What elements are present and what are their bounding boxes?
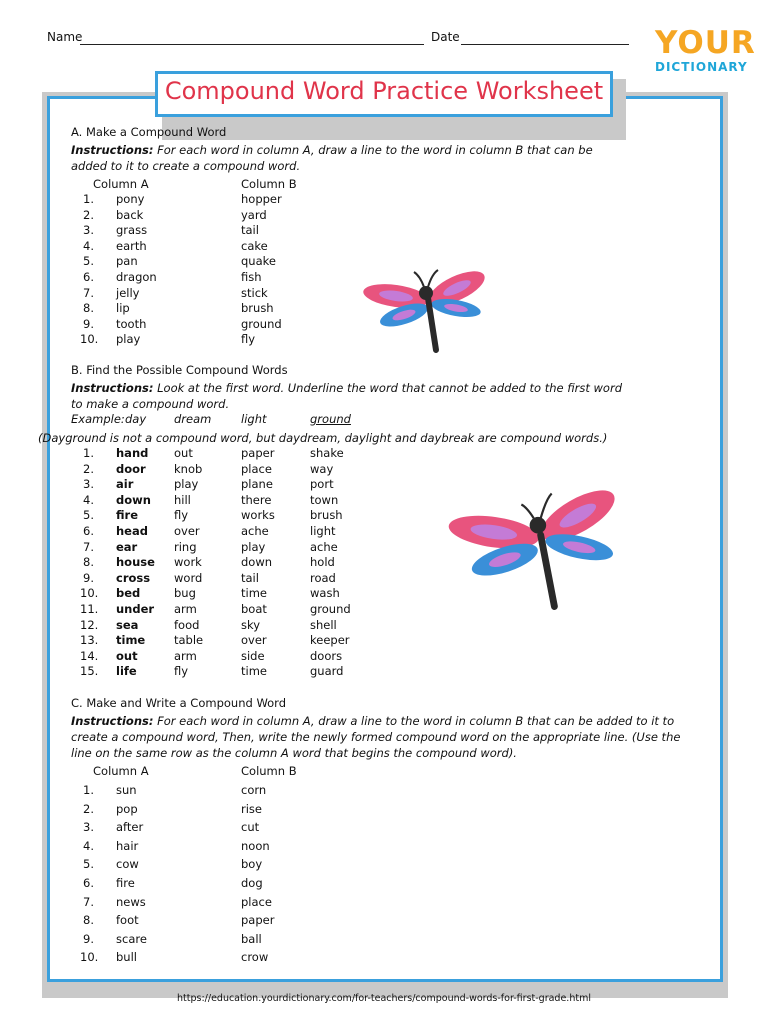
list-item: 6. fire dog — [83, 875, 263, 890]
list-item: 2. pop rise — [83, 801, 262, 816]
section-c-heading: C. Make and Write a Compound Word — [71, 696, 286, 710]
date-label: Date — [431, 30, 460, 44]
list-item: 14. out arm side doors — [80, 648, 343, 663]
list-item: 4. earth cake — [83, 238, 268, 253]
list-item: 4. down hill there town — [83, 492, 339, 507]
list-item: 11. under arm boat ground — [80, 601, 351, 616]
example-label: Example: — [71, 412, 125, 426]
section-c-column-b-header: Column B — [241, 764, 297, 778]
page-title: Compound Word Practice Worksheet — [164, 77, 604, 105]
list-item: 2. door knob place way — [83, 461, 334, 476]
example-word: dream — [174, 412, 212, 426]
section-b-heading: B. Find the Possible Compound Words — [71, 363, 288, 377]
list-item: 7. ear ring play ache — [83, 539, 338, 554]
footer-url[interactable]: https://education.yourdictionary.com/for-teachers/compound-words-for-first-grade.html — [177, 993, 591, 1004]
dragonfly-illustration — [360, 268, 486, 358]
list-item: 1. hand out paper shake — [83, 446, 344, 460]
list-item: 7. news place — [83, 894, 272, 909]
example-word-underlined: ground — [310, 412, 351, 426]
list-item: 1. pony hopper — [83, 192, 282, 206]
list-item: 13. time table over keeper — [80, 633, 350, 648]
section-b-list — [80, 446, 351, 680]
list-item: 2. back yard — [83, 207, 267, 222]
list-item: 7. jelly stick — [83, 285, 268, 300]
list-item: 9. scare ball — [83, 931, 262, 946]
list-item: 1. sun corn — [83, 783, 267, 797]
section-c-column-a-header: Column A — [93, 764, 149, 778]
instructions-text: For each word in column A, draw a line to the word in column B that can be added to it to create a compound word. — [71, 143, 593, 173]
list-item: 15. life fly time guard — [80, 664, 344, 679]
example-word: day — [125, 412, 147, 426]
list-item: 5. pan quake — [83, 254, 276, 269]
list-item: 9. tooth ground — [83, 316, 282, 331]
list-item: 6. head over ache light — [83, 523, 336, 538]
list-item: 12. sea food sky shell — [80, 617, 337, 632]
instructions-label: Instructions: — [71, 381, 154, 395]
section-a-column-a-header: Column A — [93, 177, 149, 191]
dragonfly-illustration — [440, 488, 622, 612]
list-item: 4. hair noon — [83, 838, 270, 853]
section-c-instructions — [71, 713, 691, 761]
list-item: 8. foot paper — [83, 913, 275, 928]
list-item: 8. house work down hold — [83, 555, 335, 570]
list-item: 3. grass tail — [83, 223, 259, 238]
list-item: 5. cow boy — [83, 857, 263, 872]
instructions-label: Instructions: — [71, 143, 154, 157]
list-item: 5. fire fly works brush — [83, 508, 343, 523]
instructions-label: Instructions: — [71, 714, 154, 728]
section-a-column-b-header: Column B — [241, 177, 297, 191]
logo-dictionary-text: DICTIONARY — [655, 60, 748, 74]
date-line — [461, 44, 629, 45]
section-a-list — [80, 192, 282, 348]
yourdictionary-logo — [655, 25, 756, 74]
instructions-text: For each word in column A, draw a line to the word in column B that can be added to it to create a compound word, Then, write the newly formed compound word on the appropriate line. (Use the line on the same row as the column A word that begins the compound word). — [71, 714, 681, 760]
section-a-instructions — [71, 142, 631, 174]
example-note: (Dayground is not a compound word, but daydream, daylight and daybreak are compound words.) — [38, 431, 608, 445]
instructions-text: Look at the first word. Underline the word that cannot be added to the first word to make a compound word. — [71, 381, 622, 411]
logo-your-text: YOUR — [655, 25, 756, 61]
name-label: Name — [47, 30, 83, 44]
list-item: 10. bull crow — [80, 950, 269, 965]
list-item: 10. play fly — [80, 332, 256, 347]
list-item: 9. cross word tail road — [83, 570, 336, 585]
example-word: light — [241, 412, 267, 426]
section-a-heading: A. Make a Compound Word — [71, 125, 227, 139]
section-c-list — [80, 781, 275, 967]
name-line — [80, 44, 424, 45]
title-box — [155, 71, 613, 117]
list-item: 3. air play plane port — [83, 477, 334, 492]
list-item: 10. bed bug time wash — [80, 586, 340, 601]
list-item: 6. dragon fish — [83, 269, 262, 284]
list-item: 8. lip brush — [83, 301, 274, 316]
list-item: 3. after cut — [83, 820, 260, 835]
section-b-instructions — [71, 380, 631, 412]
